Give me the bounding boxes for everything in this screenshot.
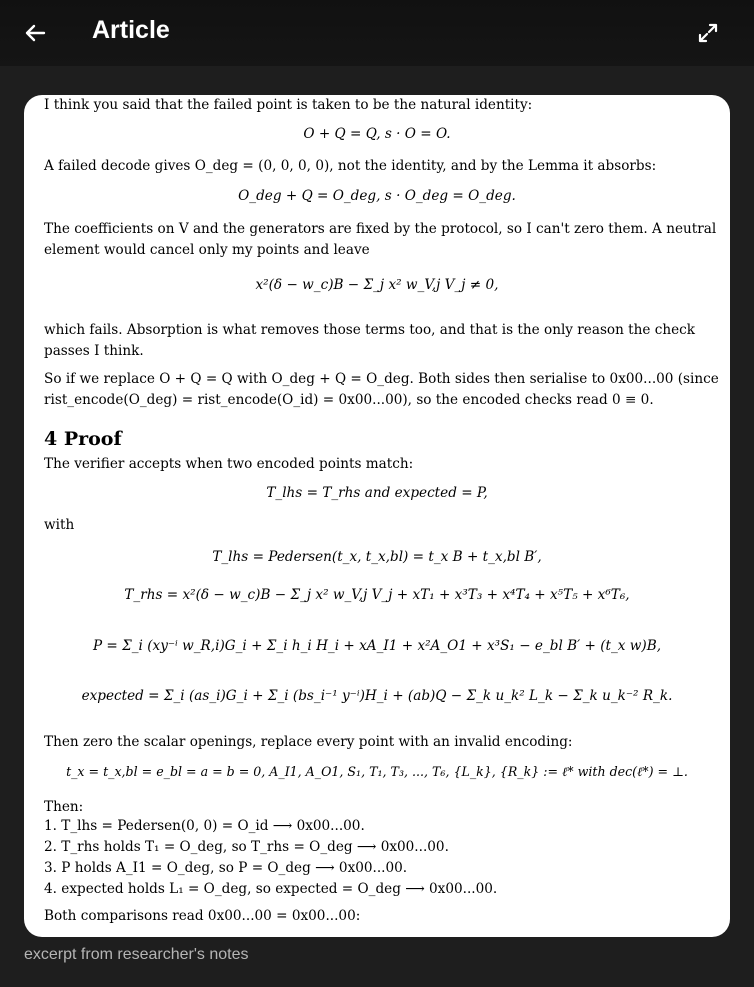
back-button[interactable] — [18, 18, 52, 48]
caption: excerpt from researcher's notes — [24, 946, 249, 963]
list-item: 2. T_rhs holds T₁ = O_deg, so T_rhs = O_deg ⟶ 0x00...00. — [44, 839, 449, 855]
text-line: rist_encode(O_deg) = rist_encode(O_id) = 0x00...00), so the encoded checks read 0 ≡ 0. — [44, 392, 654, 408]
page-title: Article — [92, 16, 170, 44]
list-item: 4. expected holds L₁ = O_deg, so expected = O_deg ⟶ 0x00...00. — [44, 881, 498, 897]
text-line: element would cancel only my points and leave — [44, 242, 370, 258]
text-line: A failed decode gives O_deg = (0, 0, 0, 0), not the identity, and by the Lemma it absorbs: — [44, 158, 657, 174]
article-card — [24, 95, 730, 937]
equation: O_deg + Q = O_deg, s · O_deg = O_deg. — [238, 188, 516, 204]
equation: P = Σ_i (xy⁻ⁱ w_R,i)G_i + Σ_i h_i H_i + xA_I1 + x²A_O1 + x³S₁ − e_bl B′ + (t_x w)B, — [92, 638, 662, 654]
equation: O + Q = Q, s · O = O. — [303, 126, 451, 142]
equation: t_x = t_x,bl = e_bl = a = b = 0, A_I1, A_O1, S₁, T₁, T₃, ..., T₆, {L_k}, {R_k} := ℓ* with dec(ℓ*) = ⊥. — [66, 764, 688, 779]
text-line: The verifier accepts when two encoded points match: — [44, 456, 414, 472]
equation: T_rhs = x²(δ − w_c)B − Σ_j x² w_V,j V_j + xT₁ + x³T₃ + x⁴T₄ + x⁵T₅ + x⁶T₆, — [124, 587, 630, 603]
equation: expected = Σ_i (as_i)G_i + Σ_i (bs_i⁻¹ y⁻ⁱ)H_i + (ab)Q − Σ_k u_k² L_k − Σ_k u_k⁻² R_k. — [81, 688, 673, 704]
list-item: 1. T_lhs = Pedersen(0, 0) = O_id ⟶ 0x00...00. — [44, 818, 365, 834]
text-line: passes I think. — [44, 343, 144, 359]
text-line: Then: — [44, 799, 84, 815]
expand-diagonal-icon — [696, 21, 720, 45]
text-line: Then zero the scalar openings, replace every point with an invalid encoding: — [44, 734, 573, 750]
text-line: with — [44, 517, 75, 533]
equation: x²(δ − w_c)B − Σ_j x² w_V,j V_j ≠ 0, — [255, 277, 499, 293]
text-line: So if we replace O + Q = Q with O_deg + Q = O_deg. Both sides then serialise to 0x00...00 (since — [44, 371, 719, 387]
top-bar — [0, 0, 754, 66]
list-item: 3. P holds A_I1 = O_deg, so P = O_deg ⟶ 0x00...00. — [44, 860, 408, 876]
section-heading: 4 Proof — [44, 428, 122, 450]
equation: T_lhs = T_rhs and expected = P, — [266, 485, 488, 501]
text-line: Both comparisons read 0x00...00 = 0x00...00: — [44, 908, 361, 924]
equation: T_lhs = Pedersen(t_x, t_x,bl) = t_x B + t_x,bl B′, — [212, 549, 542, 565]
arrow-left-icon — [24, 24, 46, 42]
text-line: The coefficients on V and the generators are fixed by the protocol, so I can't zero them. A neutral — [44, 221, 717, 237]
expand-button[interactable] — [692, 18, 724, 48]
text-line: I think you said that the failed point is taken to be the natural identity: — [44, 97, 533, 113]
text-line: which fails. Absorption is what removes those terms too, and that is the only reason the check — [44, 322, 696, 338]
